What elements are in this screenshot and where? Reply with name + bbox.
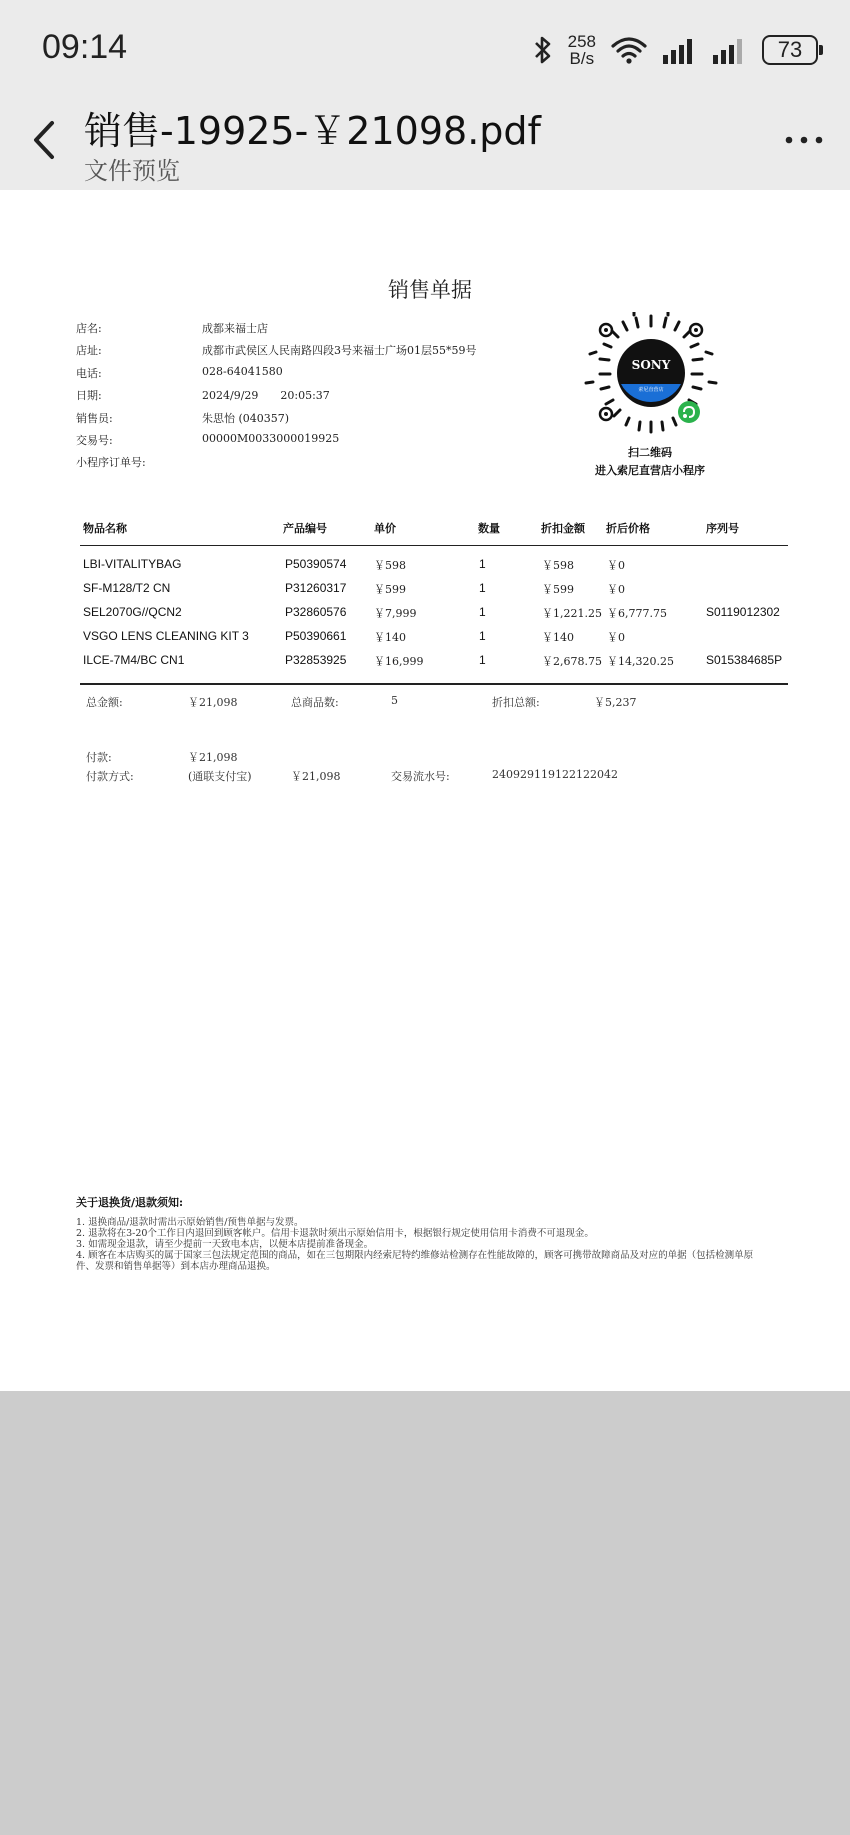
cellular-signal-2-icon [712,35,748,65]
return-policy-item: 1. 退换商品/退款时需出示原始销售/预售单据与发票。 [76,1217,304,1228]
battery-indicator: 73 [762,35,818,65]
discount-total-label: 折扣总额: [492,696,540,709]
store-name-value: 成都来福士店 [202,322,268,335]
qr-caption-line2: 进入索尼直营店小程序 [595,464,705,477]
total-count-value: 5 [391,694,398,707]
column-header-final-price: 折后价格 [606,522,650,535]
return-policy-title: 关于退换货/退款须知: [76,1196,184,1209]
table-header-divider [80,545,788,546]
return-policy-item: 4. 顾客在本店购买的属于国家三包法规定范围的商品，如在三包期限内经索尼特约维修站检测存在性能故障的，顾客可携带故障商品及对应的单据（包括检测单原件、发票和销售单据等）到本店办理商品退换。 [76,1250,754,1272]
store-name-label: 店名: [76,322,102,335]
viewer-background [0,1391,850,1835]
phone-label: 电话: [76,367,102,380]
file-title: 销售-19925-￥21098.pdf [84,109,541,153]
total-amount-label: 总金额: [86,696,123,709]
total-count-label: 总商品数: [291,696,339,709]
status-icons [532,30,818,70]
pdf-page: 销售单据 店名: 成都来福士店 店址: 成都市武侯区人民南路四段3号来福士广场01层55*59号 电话: 028-64041580 日期: 2024/9/29 20:05:37 销售员: 朱思怡 (040357) 交易号: 00000M0033000019925 小程序订单号: SONY 索尼直营店 扫二维码 进入索尼直营店小程序 物品名称 产品编号 单价 数量 折扣金额 折后价格 序列号 LBI-VITALITYBAG P50390574 ￥598 1 ￥598 ￥0 SF-M128/T2 CN P31260317 ￥599 1 ￥599 ￥0 SEL2070G//QCN2 P32860576 ￥7,999 1 ￥1,221.25 ￥6,777.75 S0119012302 VSGO LENS CLEANING KIT 3 P50390661 ￥140 1 ￥140 ￥0 ILCE-7M4/BC CN1 P32853925 ￥16,999 1 ￥2,678.75 ￥14,320.25 S015384685P 总金额: ￥21,098 总商品数: 5 折扣总额: ￥5,237 付款: ￥21,098 付款方式: (通联支付宝) ￥21,098 交易流水号: 240929119122122042 关于退换货/退款须知: 1. 退换商品/退款时需出示原始销售/预售单据与发票。 2. 退款将在3-20个工作日内退回到顾客帐户。信用卡退款时须出示原始信用卡，根据银行规定使用信用卡消费不可退现金。 3. 如需现金退款，请至少提前一天致电本店，以便本店提前准备现金。 4. 顾客在本店购买的属于国家三包法规定范围的商品，如在三包期限内经索尼特约维修站检测存在性能故障的，顾客可携带故障商品及对应的单据（包括检测单原件、发票和销售单据等）到本店办理商品退换。 [0,190,850,1391]
salesperson-value: 朱思怡 (040357) [202,412,290,425]
phone-value: 028-64041580 [202,365,283,378]
paid-value: ￥21,098 [188,751,238,764]
table-footer-divider [80,683,788,685]
discount-total-value: ￥5,237 [594,696,637,709]
date-value: 2024/9/29 20:05:37 [202,389,330,402]
more-options-icon[interactable] [782,125,826,155]
payment-method-amount: ￥21,098 [291,770,341,783]
document-title: 销售单据 [388,278,472,302]
date-label: 日期: [76,389,102,402]
transaction-serial-value: 240929119122122042 [492,768,618,781]
qr-caption-line1: 扫二维码 [628,446,672,459]
network-speed: 258 B/s [567,32,596,68]
column-header-quantity: 数量 [478,522,500,535]
clock: 09:14 [42,28,128,66]
payment-method-label: 付款方式: [86,770,134,783]
payment-method-value: (通联支付宝) [188,770,252,783]
column-header-serial-number: 序列号 [706,522,739,535]
qr-badge-text: 索尼直营店 [638,387,664,393]
wifi-icon [610,35,648,65]
status-bar [0,0,850,95]
qr-brand-text: SONY [631,358,671,372]
cellular-signal-icon [662,35,698,65]
store-address-value: 成都市武侯区人民南路四段3号来福士广场01层55*59号 [202,344,477,357]
file-subtitle: 文件预览 [84,157,180,185]
return-policy-item: 2. 退款将在3-20个工作日内退回到顾客帐户。信用卡退款时须出示原始信用卡，根据银行规定使用信用卡消费不可退现金。 [76,1228,594,1239]
return-policy-item: 3. 如需现金退款，请至少提前一天致电本店，以便本店提前准备现金。 [76,1239,374,1250]
column-header-product-code: 产品编号 [283,522,327,535]
transaction-serial-label: 交易流水号: [391,770,450,783]
transaction-id-label: 交易号: [76,434,113,447]
column-header-discount: 折扣金额 [541,522,585,535]
salesperson-label: 销售员: [76,412,113,425]
back-arrow-icon[interactable] [24,115,64,165]
store-address-label: 店址: [76,344,102,357]
paid-label: 付款: [86,751,112,764]
mini-program-qr-code [576,312,726,440]
total-amount-value: ￥21,098 [188,696,238,709]
mini-program-order-label: 小程序订单号: [76,456,146,469]
column-header-unit-price: 单价 [374,522,396,535]
column-header-item-name: 物品名称 [83,522,127,535]
bluetooth-icon [532,34,554,66]
transaction-id-value: 00000M0033000019925 [202,432,340,445]
app-bar [0,95,850,190]
